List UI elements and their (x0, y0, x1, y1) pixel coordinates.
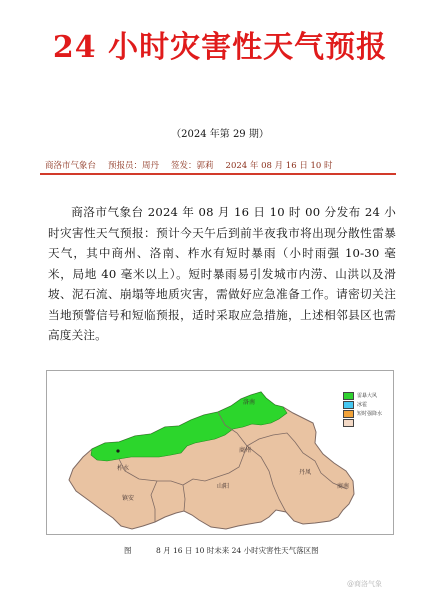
signer: 签发：郭莉 (171, 161, 214, 171)
figure-caption-text: 8 月 16 日 10 时未来 24 小时灾害性天气落区图 (156, 546, 319, 555)
legend-swatch (343, 401, 354, 409)
label-zhenan: 镇安 (122, 495, 135, 502)
city-marker (116, 449, 119, 452)
label-shangzhou: 商州 (239, 447, 252, 454)
forecast-map (46, 370, 394, 535)
label-shangnan: 商南 (337, 483, 350, 490)
label-zhashui: 柞水 (117, 465, 130, 472)
document-title: 24 小时灾害性天气预报 (52, 30, 388, 65)
red-divider (40, 173, 396, 175)
legend-swatch (343, 410, 354, 418)
legend-row (343, 400, 387, 409)
label-danfeng: 丹凤 (299, 469, 312, 476)
label-shanyang: 山阳 (217, 483, 230, 490)
legend-label: 雷暴大风 (357, 393, 378, 399)
forecaster: 预报员：周丹 (108, 161, 160, 171)
label-luonan: 洛南 (243, 399, 256, 406)
forecast-body: 商洛市气象台 2024 年 08 月 16 日 10 时 00 分发布 24 小时灾害性天气预报：预计今天午后到前半夜我市将出现分散性雷暴天气，其中商州、洛南、柞水有短时暴雨（小时雨强 10-30 毫米，局地 40 毫米以上）。短时暴雨易引发城市内涝、山洪以及滑坡、泥石流、崩塌等地质灾害，需做好应急准备工作。请密切关注当地预警信号和短临预报，适时采取应急措施，上述相邻县区也需高度关注。 (48, 205, 396, 342)
legend-label: 冰雹 (357, 402, 368, 408)
legend-row (343, 409, 387, 418)
legend-swatch (343, 392, 354, 400)
issue-datetime: 2024 年 08 月 16 日 10 时 (225, 161, 333, 171)
watermark: @商洛气象 (347, 580, 382, 588)
legend-label: 短时强降水 (357, 411, 383, 417)
legend-swatch (343, 419, 354, 427)
legend-row (343, 391, 387, 400)
map-legend (343, 391, 387, 427)
legend-row (343, 418, 387, 427)
issuer: 商洛市气象台 (45, 161, 97, 171)
issue-number: （2024 年第 29 期） (171, 129, 269, 140)
map-svg (47, 371, 393, 534)
figure-label: 图 (124, 546, 132, 555)
document-meta (45, 159, 395, 171)
